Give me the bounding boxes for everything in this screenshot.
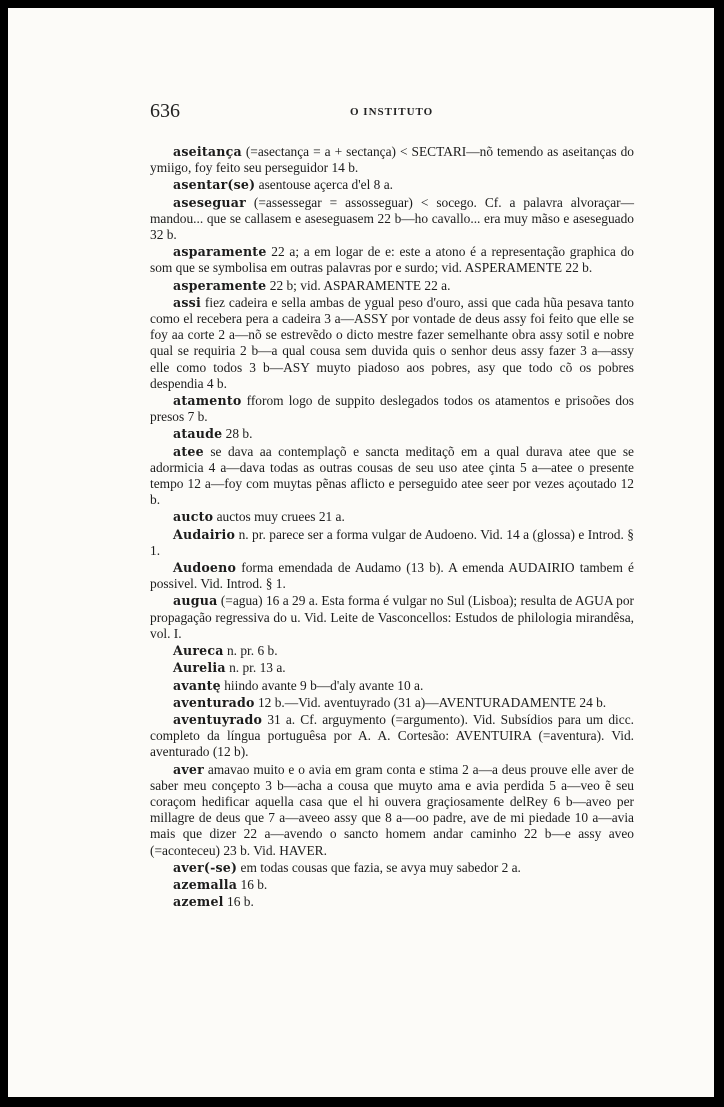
- entry-definition: amavao muito e o avia em gram conta e stima 2 a—a deus prouve elle aver de saber meu conçepto 3 b—acha a cousa que muyto ama e avia perdida 5 a—veo ẽ seu coraçom hedificar aquella casa que el hi ouvera graçiosamente delRey 6 b—aveo per millagre de deus que 7 a—aveeo assy que 8 a—oo padre, ave de mi piedade 10 a—avia mais que dizer 22 a—avendo o sancto homem andar caminho 22 b—e assy aveo (=aconteceu) 23 b. Vid. HAVER.: [150, 761, 634, 858]
- entry-definition: 22 a; a em logar de e: este a atono é a representação graphica do som que se symbolisa em outras palavras por e surdo; vid. ASPERAMENTE 22 b.: [150, 244, 634, 276]
- glossary-entry: [150, 593, 634, 642]
- glossary-entry: [150, 762, 634, 859]
- running-title: O INSTITUTO: [350, 106, 434, 118]
- glossary-entry: [150, 877, 634, 893]
- entry-definition: 28 b.: [225, 426, 253, 442]
- entry-headword: atamento: [173, 393, 242, 409]
- entry-definition: (=agua) 16 a 29 a. Esta forma é vulgar no Sul (Lisboa); resulta de AGUA por propagação regressiva do u. Vid. Leite de Vasconcellos: Estudos de philologia mirandêsa, vol. I.: [150, 593, 634, 641]
- entry-headword: assi: [173, 294, 201, 310]
- entry-headword: aucto: [173, 509, 214, 525]
- entry-definition: 16 b.: [227, 894, 254, 910]
- glossary-entry: [150, 144, 634, 176]
- glossary-entry: [150, 894, 634, 910]
- glossary-entry: [150, 527, 634, 559]
- glossary-entry: [150, 643, 634, 659]
- entry-definition: (=asectança = a + sectança) < SECTARI—nõ temendo as aseitanças do ymiigo, foy feito seu perseguidor 14 b.: [150, 144, 634, 176]
- entry-headword: aventuyrado: [173, 711, 263, 727]
- entry-headword: Audairio: [173, 526, 236, 542]
- entry-definition: hiindo avante 9 b—d'aly avante 10 a.: [224, 677, 424, 693]
- entry-headword: atee: [173, 443, 204, 459]
- entry-definition: (=assessegar = assosseguar) < socego. Cf. a palavra alvoraçar—mandou... que se callasem e aseseguasem 22 b—ho cavallo... era muy mãso e aseseguado 32 b.: [150, 194, 634, 243]
- entry-headword: augua: [173, 593, 218, 609]
- page: [8, 8, 714, 1097]
- entry-headword: aver(-se): [173, 859, 238, 875]
- entry-headword: ataude: [173, 426, 223, 442]
- glossary-entry: [150, 444, 634, 509]
- glossary-entry: [150, 660, 634, 676]
- entry-headword: aventurado: [173, 694, 255, 710]
- glossary-entries: [150, 144, 634, 910]
- entry-definition: n. pr. 13 a.: [229, 660, 286, 676]
- entry-headword: Aurelia: [173, 660, 226, 676]
- glossary-entry: [150, 195, 634, 244]
- entry-headword: Aureca: [173, 643, 224, 659]
- entry-headword: aseitança: [173, 144, 242, 159]
- glossary-entry: [150, 712, 634, 761]
- entry-headword: azemalla: [173, 876, 238, 892]
- glossary-entry: [150, 295, 634, 392]
- entry-definition: n. pr. parece ser a forma vulgar de Audoeno. Vid. 14 a (glossa) e Introd. § 1.: [150, 526, 634, 558]
- glossary-entry: [150, 177, 634, 193]
- entry-headword: Audoeno: [173, 560, 237, 576]
- entry-headword: aver: [173, 761, 204, 777]
- entry-definition: forma emendada de Audamo (13 b). A emenda AUDAIRIO tambem é possivel. Vid. Introd. § 1.: [150, 560, 634, 592]
- entry-definition: se dava aa contemplaçõ e sancta meditaçõ em a qual durava atee que se adormicia 4 a—dava todas as outras cousas de seu uso atee çinta 5 a—atee o presente tempo 12 a—foy com muytas pẽnas aflicto e perseguido atee seer por vezes açoutado 12 b.: [150, 443, 634, 508]
- entry-definition: n. pr. 6 b.: [226, 643, 278, 659]
- entry-definition: 22 b; vid. ASPARAMENTE 22 a.: [269, 277, 451, 293]
- page-header: [150, 100, 650, 124]
- entry-headword: azemel: [173, 894, 224, 910]
- glossary-entry: [150, 695, 634, 711]
- entry-headword: avantę: [173, 677, 221, 693]
- entry-headword: asperamente: [173, 277, 267, 293]
- entry-definition: auctos muy cruees 21 a.: [216, 509, 345, 525]
- glossary-entry: [150, 278, 634, 294]
- glossary-entry: [150, 509, 634, 525]
- entry-definition: 31 a. Cf. arguymento (=argumento). Vid. Subsídios para um dicc. completo da língua portuguêsa por A. A. Cortesão: AVENTUIRA (=aventura). Vid. aventurado (12 b).: [150, 711, 634, 760]
- entry-definition: fforom logo de suppito deslegados todos os atamentos e prisoões dos presos 7 b.: [150, 393, 634, 425]
- glossary-entry: [150, 678, 634, 694]
- glossary-entry: [150, 860, 634, 876]
- entry-definition: 12 b.—Vid. aventuyrado (31 a)—AVENTURADAMENTE 24 b.: [257, 694, 607, 710]
- glossary-entry: [150, 426, 634, 442]
- entry-definition: 16 b.: [240, 876, 268, 892]
- glossary-entry: [150, 244, 634, 276]
- entry-headword: aseseguar: [173, 194, 246, 210]
- glossary-entry: [150, 393, 634, 425]
- entry-definition: fiez cadeira e sella ambas de ygual peso d'ouro, assi que cada hũa pesava tanto como el recebera pera a cadeira 3 a—ASSY por vontade de deus assy foi feito que elle se foy aa corte 2 a—nõ se estrevẽdo o dicto mestre fazer semelhante obra assy sotil e nobre qual se requiria 2 b—a qual cousa sem duvida quis o senhor deus assy fazer 3 a—assy elle como todos 3 b—ASY muyto piadoso aos pobres, asy que todo cõ os pobres despendia 4 b.: [150, 294, 634, 391]
- entry-definition: em todas cousas que fazia, se avya muy sabedor 2 a.: [240, 859, 521, 875]
- glossary-entry: [150, 560, 634, 592]
- page-number: 636: [150, 100, 180, 122]
- entry-headword: asparamente: [173, 244, 267, 260]
- entry-definition: asentouse açerca d'el 8 a.: [258, 177, 394, 193]
- entry-headword: asentar(se): [173, 177, 256, 193]
